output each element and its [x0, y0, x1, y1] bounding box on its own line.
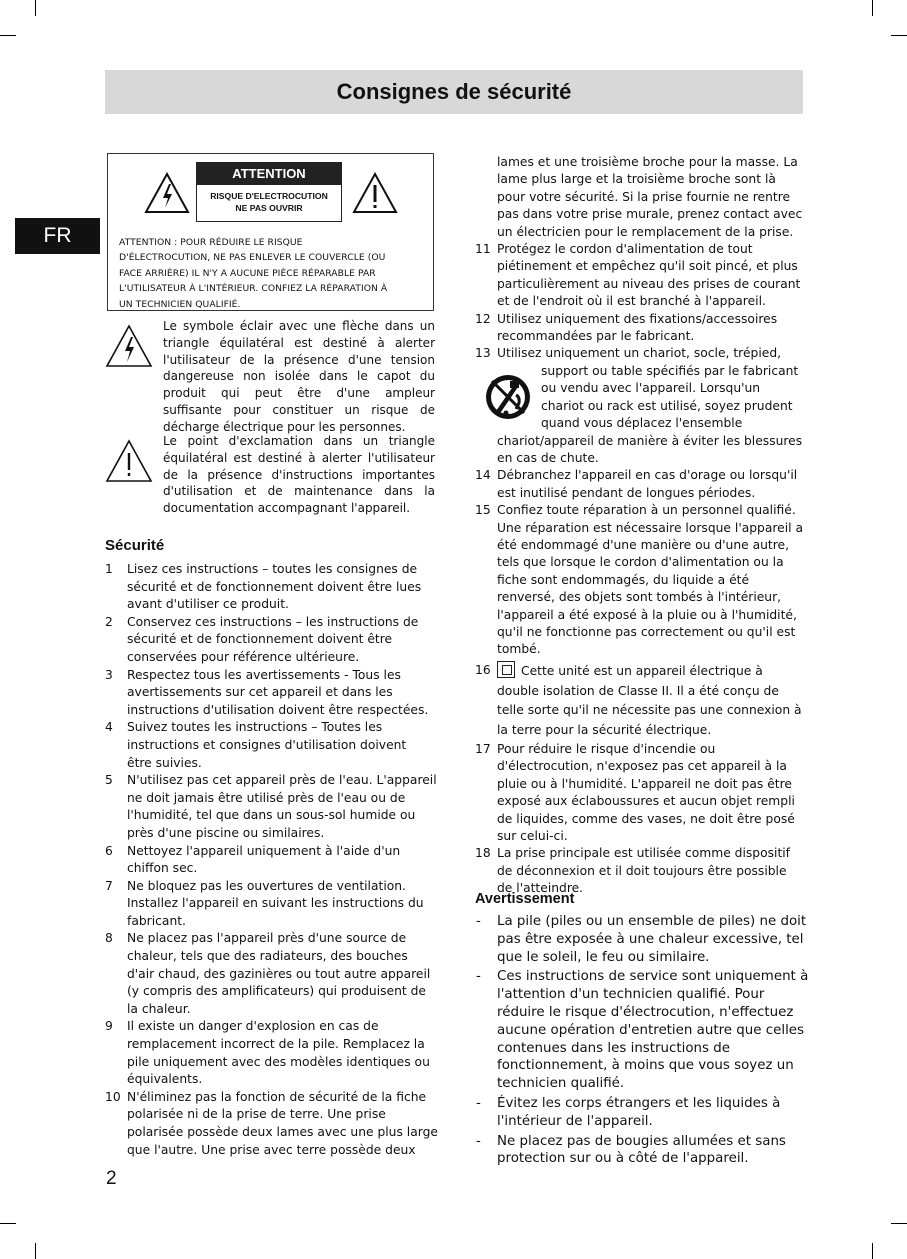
item-number: 4 [105, 720, 113, 735]
item-text: Ne placez pas l'appareil près d'une source de chaleur, tels que des radiateurs, des bouches d'air chaud, des gazinières ou tout autre appareil (y compris des amplificateurs) qui produisent de la chaleur. [127, 931, 431, 1016]
list-item [475, 741, 807, 845]
attention-sub-line: RISQUE D'ELECTROCUTION [210, 191, 328, 201]
item-number: 6 [105, 843, 113, 858]
item-text: N'éliminez pas la fonction de sécurité de la fiche polarisée ni de la prise de terre. Une prise polarisée possède deux lames avec une plus large que l'autre. Une prise avec terre possède deux [127, 1089, 438, 1157]
securite-list-continued [475, 154, 807, 898]
item-number: 11 [475, 242, 491, 257]
list-item [105, 719, 440, 772]
warning-text-line: ATTENTION : POUR RÉDUIRE LE RISQUE [119, 237, 303, 248]
crop-mark [35, 1243, 36, 1259]
item-text: Confiez toute réparation à un personnel qualifié. Une réparation est nécessaire lorsque l'appareil a été endommagé d'une manière ou d'une autre, tels que lorsque le cordon d'alimentation ou la fiche sont endommagés, du liquide a été renversé, des objets sont tombés à l'intérieur, l'appareil a été exposé à la pluie ou à l'humidité, qu'il ne fonctionne pas correctement ou qu'il est tombé. [497, 503, 804, 657]
item-text: chariot/appareil de manière à éviter les blessures en cas de chute. [497, 433, 803, 465]
item-text: Évitez les corps étrangers et les liquides à l'intérieur de l'appareil. [497, 1095, 781, 1129]
list-item [475, 1133, 810, 1169]
attention-subtext [197, 185, 341, 214]
item-text: support ou table spécifiés par le fabricant ou vendu avec l'appareil. Lorsqu'un chariot ou rack est utilisé, soyez prudent quand vous déplacez l'ensemble [541, 363, 799, 431]
item-number: 9 [105, 1019, 113, 1034]
lightning-symbol-text: Le symbole éclair avec une flèche dans un triangle équilatéral est destiné à alerter l'utilisateur de la présence d'une tension dangereuse non isolée dans le capot du produit qui peut être d'une ampleur suffisante pour constituer un risque de décharge électrique pour les personnes. [163, 319, 435, 434]
item-text: Cette unité est un appareil électrique à [521, 663, 763, 678]
attention-sub-line: NE PAS OUVRIR [235, 203, 303, 213]
list-item [475, 913, 810, 966]
warning-text-line: UN TECHNICIEN QUALIFIÉ. [119, 298, 241, 310]
item-text: Ne placez pas de bougies allumées et sans protection sur ou à côté de l'appareil. [497, 1133, 786, 1167]
list-item [105, 561, 440, 614]
item-text: Lisez ces instructions – toutes les consignes de sécurité et de fonctionnement doivent être lues avant d'utiliser ce produit. [127, 562, 422, 612]
crop-mark [872, 1243, 873, 1259]
item-number: 7 [105, 878, 113, 893]
item-text: La prise principale est utilisée comme dispositif de déconnexion et il doit toujours être possible de l'atteindre. [497, 846, 791, 896]
list-item [475, 467, 807, 502]
item-number: 10 [105, 1089, 121, 1104]
item-text: Il existe un danger d'explosion en cas de remplacement incorrect de la pile. Remplacez la pile uniquement avec des modèles identiques ou équivalents. [127, 1019, 430, 1087]
list-item [105, 772, 440, 842]
item-text: Conservez ces instructions – les instructions de sécurité et de fonctionnement doivent être conservées pour référence ultérieure. [127, 614, 419, 664]
bullet-dash: - [476, 969, 481, 985]
item-text: Ces instructions de service sont uniquement à l'attention d'un technicien qualifié. Pour réduire le risque d'électrocution, n'effectuez aucune opération d'entretien autre que celles contenues dans les instructions de fonctionnement, à moins que vous soyez un technicien qualifié. [497, 969, 809, 1092]
crop-mark [872, 0, 873, 16]
class-ii-symbol-icon [497, 661, 515, 678]
item-number: 15 [475, 503, 491, 518]
warning-text-line: FACE ARRIÈRE) IL N'Y A AUCUNE PIÈCE RÉPARABLE PAR [119, 267, 376, 279]
list-item [105, 843, 440, 878]
item-text: Protégez le cordon d'alimentation de tout piétinement et empêchez qu'il soit pincé, et plus particulièrement au niveau des prises de courant et de l'endroit où il est branché à l'appareil. [497, 242, 801, 309]
item-number: 13 [475, 346, 491, 361]
cart-tipover-warning-icon [484, 371, 532, 423]
warning-box [107, 153, 434, 311]
exclamation-warning-icon [105, 439, 153, 483]
item-number: 17 [475, 741, 491, 756]
item-text: Ne bloquez pas les ouvertures de ventilation. Installez l'appareil en suivant les instructions du fabricant. [127, 878, 424, 928]
bullet-dash: - [476, 914, 481, 929]
item-text: Pour réduire le risque d'incendie ou d'électrocution, n'exposez pas cet appareil à la pluie ou à l'humidité. L'appareil ne doit pas être exposé aux éclaboussures et aucun objet rempli de liquides, comme des vases, ne doit être posé sur celui-ci. [497, 741, 795, 843]
item-number: 3 [105, 667, 113, 682]
avertissement-heading: Avertissement [475, 891, 575, 907]
item-text: Utilisez uniquement des fixations/accessoires recommandées par le fabricant. [497, 311, 778, 344]
list-item [105, 1089, 440, 1159]
warning-text [119, 235, 427, 312]
list-item [105, 1018, 440, 1088]
lightning-warning-icon [105, 324, 153, 368]
page-number: 2 [106, 1168, 117, 1189]
item-number: 12 [475, 311, 491, 326]
list-item [475, 1095, 810, 1131]
bullet-dash: - [476, 1095, 481, 1111]
list-item [105, 614, 440, 667]
item-number: 2 [105, 614, 113, 629]
item-text-first-line [497, 661, 807, 682]
list-item [475, 968, 810, 1093]
warning-text-line: L'UTILISATEUR À L'INTÉRIEUR. CONFIEZ LA RÉPARATION À [119, 283, 388, 295]
item-text: La pile (piles ou un ensemble de piles) ne doit pas être exposée à une chaleur excessive, tel que le soleil, le feu ou similaire. [497, 914, 807, 965]
item-text: lames et une troisième broche pour la masse. La lame plus large et la troisième broche sont là pour votre sécurité. Si la prise fournie ne rentre pas dans votre prise murale, prenez contact avec un électricien pour le remplacement de la prise. [497, 155, 803, 239]
item-text: Débranchez l'appareil en cas d'orage ou lorsqu'il est inutilisé pendant de longues périodes. [497, 468, 798, 500]
item-number: 16 [475, 662, 491, 677]
item-text: Utilisez uniquement un chariot, socle, trépied, [497, 346, 782, 361]
page-title: Consignes de sécurité [105, 70, 803, 114]
list-item [475, 502, 807, 659]
item-text: N'utilisez pas cet appareil près de l'eau. L'appareil ne doit jamais être utilisé près de l'eau ou de l'humidité, tel que dans un sous-sol humide ou près d'une piscine ou similaires. [127, 773, 437, 840]
lightning-warning-icon [144, 172, 190, 214]
item-number: 18 [475, 846, 491, 861]
item-text: Nettoyez l'appareil uniquement à l'aide d'un chiffon sec. [127, 843, 401, 876]
item-number: 1 [105, 562, 113, 576]
list-item [105, 878, 440, 931]
exclamation-warning-icon [352, 172, 398, 214]
securite-heading: Sécurité [105, 537, 165, 554]
list-item [475, 661, 807, 741]
warning-text-line: D'ÉLECTROCUTION, NE PAS ENLEVER LE COUVERCLE (OU [119, 252, 386, 264]
list-item [475, 311, 807, 346]
crop-mark [35, 0, 36, 16]
item-text: double isolation de Classe II. Il a été conçu de telle sorte qu'il ne nécessite pas une connexion à la terre pour la sécurité électrique. [497, 683, 802, 738]
crop-mark [891, 1223, 907, 1224]
list-item [475, 241, 807, 311]
item-number: 14 [475, 468, 491, 483]
list-item [475, 154, 807, 241]
list-item [105, 667, 440, 720]
crop-mark [0, 1223, 16, 1224]
item-number: 8 [105, 931, 113, 946]
securite-list [105, 561, 440, 1159]
item-text: Respectez tous les avertissements - Tous les avertissements sur cet appareil et dans les instructions d'utilisation doivent être respectées. [127, 667, 429, 717]
list-item [105, 930, 440, 1018]
language-tab: FR [15, 218, 100, 254]
item-number: 5 [105, 773, 113, 788]
crop-mark [891, 35, 907, 36]
list-item [475, 845, 807, 897]
bullet-dash: - [476, 1133, 481, 1149]
attention-label [196, 162, 342, 222]
item-text: Suivez toutes les instructions – Toutes les instructions et consignes d'utilisation doivent être suivies. [127, 720, 407, 770]
crop-mark [0, 35, 16, 36]
attention-heading: ATTENTION [197, 163, 341, 185]
avertissement-list [475, 913, 810, 1170]
exclamation-symbol-text: Le point d'exclamation dans un triangle équilatéral est destiné à alerter l'utilisateur de la présence d'instructions importantes d'utilisation et de maintenance dans la documentation accompagnant l'appareil. [163, 434, 435, 516]
